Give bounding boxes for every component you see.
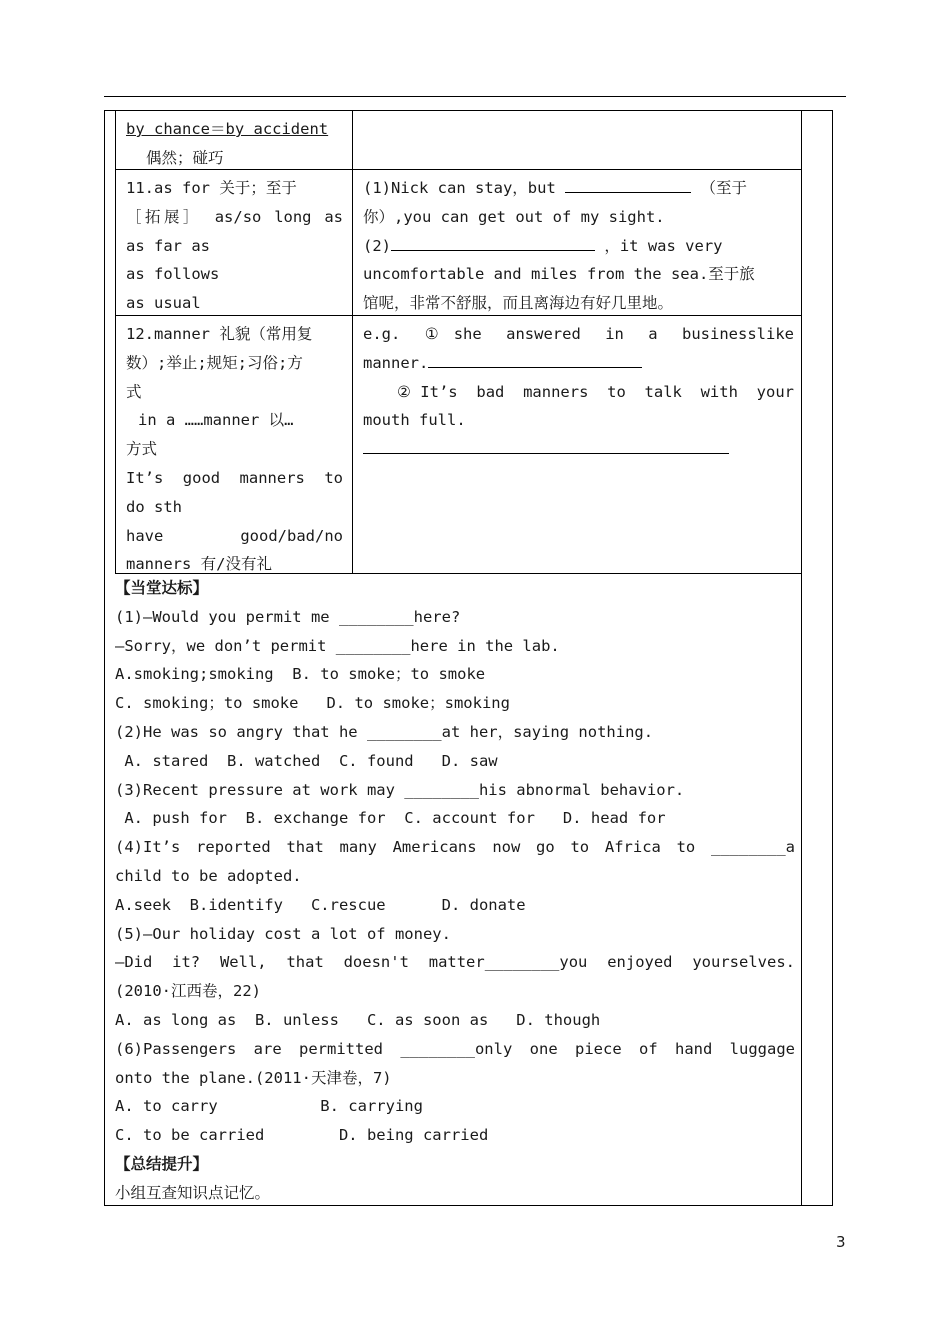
phrase-line: 数）;举止;规矩;习俗;方 (126, 353, 303, 372)
exercise-section (115, 574, 795, 1208)
phrase-line: 式 (126, 382, 142, 401)
worksheet-inner (105, 111, 802, 1205)
phrase-line (126, 115, 343, 144)
phrase-line: manners 有/没有礼 (126, 555, 272, 574)
worksheet-frame (104, 110, 833, 1206)
table-row (115, 316, 802, 574)
answer-blank[interactable] (428, 350, 642, 368)
page-number: 3 (836, 1233, 846, 1251)
example-line: 馆呢，非常不舒服，而且离海边有好几里地。 (363, 294, 674, 313)
example-line (363, 232, 794, 261)
question-line: (6)Passengers are permitted ________only one piece of hand luggage (115, 1039, 795, 1058)
example-line: ②It’s bad manners to talk with your (397, 382, 794, 401)
example-text: (1)Nick can stay，but (363, 179, 556, 197)
phrase-line: as usual (126, 294, 201, 313)
question-line: onto the plane.(2011·天津卷，7) (115, 1068, 392, 1087)
question-line: A. as long as B. unless C. as soon as D. though (115, 1010, 601, 1029)
phrase-line: in a ……manner 以… (138, 411, 294, 430)
example-text: （至于 (700, 179, 748, 197)
example-text: ，it was very (604, 236, 723, 255)
phrase-line: have good/bad/no (126, 526, 343, 545)
question-line: (5)—Our holiday cost a lot of money. (115, 924, 451, 943)
phrase-line: 11.as for 关于；至于 (126, 179, 297, 197)
phrase-cell (115, 111, 353, 169)
question-line: A.smoking;smoking B. to smoke；to smoke (115, 665, 486, 684)
phrase-line: as follows (126, 265, 220, 284)
question-line: A. to carry B. carrying (115, 1097, 423, 1116)
phrase-cell (115, 316, 353, 573)
question-line: (3)Recent pressure at work may ________his abnormal behavior. (115, 780, 685, 799)
phrase-line: 方式 (126, 440, 158, 459)
example-cell (353, 111, 802, 169)
question-line: —Did it? Well, that doesn't matter________you enjoyed yourselves. (115, 953, 795, 972)
answer-blank[interactable] (391, 233, 595, 251)
answer-blank[interactable] (363, 436, 729, 454)
section-title: 【总结提升】 (115, 1154, 209, 1173)
question-line: (2)He was so angry that he ________at her，saying nothing. (115, 722, 654, 741)
phrase-line: ［拓展］ as/so long as (126, 207, 343, 226)
phrase-line: 12.manner 礼貌（常用复 (126, 325, 313, 343)
example-line: mouth full. (363, 411, 466, 430)
phrase-cell (115, 170, 353, 315)
example-line (363, 349, 794, 378)
example-cell (353, 316, 802, 573)
example-line: uncomfortable and miles from the sea.至于旅 (363, 265, 755, 284)
phrase-line: 偶然；碰巧 (146, 148, 224, 167)
question-line: (1)—Would you permit me ________here? (115, 607, 461, 626)
question-line: A. stared B. watched C. found D. saw (115, 751, 498, 770)
question-line: C. to be carried D. being carried (115, 1126, 489, 1145)
example-text: manner. (363, 353, 429, 372)
example-line (363, 435, 794, 464)
section-title: 【当堂达标】 (115, 579, 209, 597)
example-line: e.g. ①she answered in a businesslike (363, 325, 794, 343)
table-row (115, 111, 802, 170)
phrase-line: It’s good manners to (126, 468, 343, 487)
table-row (115, 170, 802, 316)
example-text: (2) (363, 236, 391, 255)
question-line: (4)It’s reported that many Americans now go to Africa to ________a (115, 838, 795, 857)
question-line: C. smoking；to smoke D. to smoke；smoking (115, 694, 510, 713)
question-line: A.seek B.identify C.rescue D. donate (115, 895, 526, 914)
example-line (363, 174, 794, 203)
question-list (115, 603, 795, 1150)
question-line: A. push for B. exchange for C. account for D. head for (115, 809, 666, 828)
phrase-line: do sth (126, 497, 182, 516)
question-line: (2010·江西卷，22) (115, 982, 261, 1001)
question-line: —Sorry，we don’t permit ________here in the lab. (115, 636, 560, 655)
question-line: child to be adopted. (115, 866, 302, 885)
example-cell (353, 170, 802, 315)
example-line: 你）,you can get out of my sight. (363, 207, 665, 226)
answer-blank[interactable] (565, 175, 691, 193)
phrase-line: by chance＝by accident (126, 120, 329, 138)
header-rule (104, 96, 846, 97)
phrase-line: as far as (126, 236, 210, 255)
summary-text: 小组互查知识点记忆。 (115, 1183, 271, 1202)
